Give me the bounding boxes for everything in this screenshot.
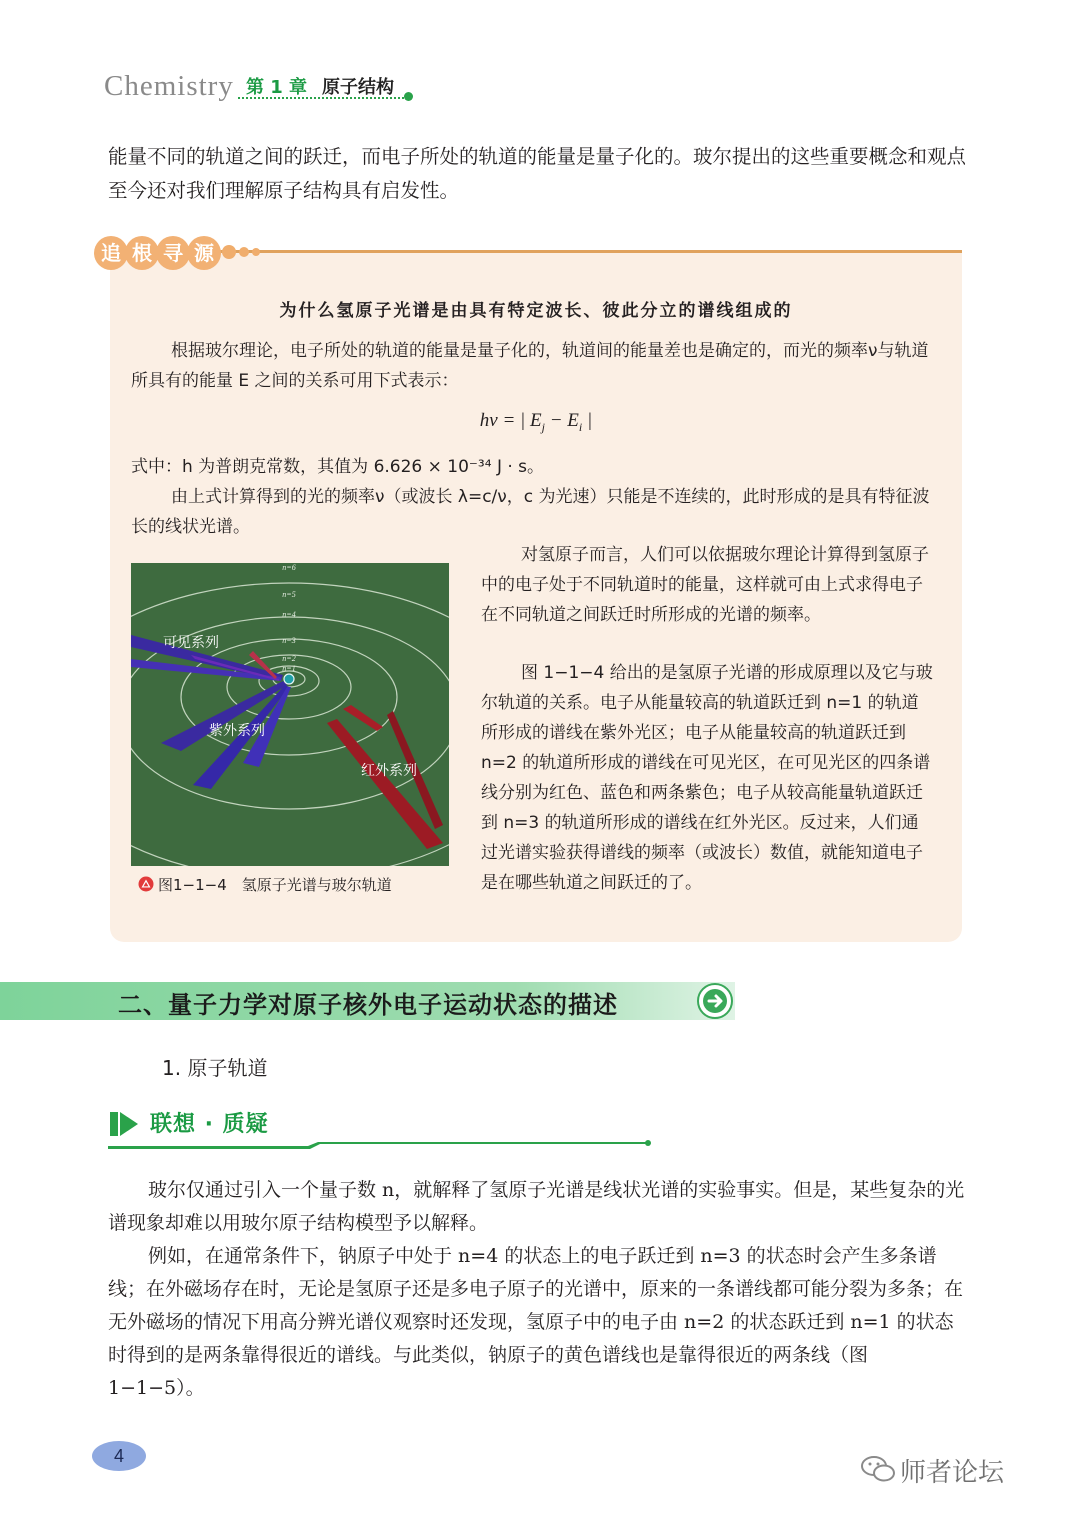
box-para-2: 式中：h 为普朗克常数，其值为 6.626 × 10⁻³⁴ J · s。: [131, 457, 545, 477]
caption-triangle-icon: [138, 876, 154, 892]
formula: hν = | $E_j - E_i$ |: [479, 410, 593, 434]
header-chapter: 第 1 章: [246, 77, 308, 98]
header-dot: [404, 92, 413, 101]
tag-dot-icon: [222, 245, 236, 259]
box-para-3: 由上式计算得到的光的频率ν（或波长 λ=c/ν，c 为光速）只能是不连续的，此时形成的是具有特征波长的线状光谱。: [131, 487, 930, 537]
watermark: 师者论坛: [900, 1458, 1005, 1488]
orbit-label: n=5: [282, 590, 296, 599]
page-number: 4: [92, 1441, 146, 1471]
bohr-orbit-figure: [131, 563, 449, 866]
header-underline: [238, 97, 408, 99]
orbit-label: n=1: [282, 664, 296, 673]
box-para-4: 对氢原子而言，人们可以依据玻尔理论计算得到氢原子中的电子处于不同轨道时的能量，这样就可由上式求得电子在不同轨道之间跃迁时所形成的光谱的频率。: [481, 545, 929, 625]
series-ir-label: 红外系列: [361, 763, 417, 779]
box-para-5: 图 1−1−4 给出的是氢原子光谱的形成原理以及它与玻尔轨道的关系。电子从能量较高的轨道跃迁到 n=1 的轨道所形成的谱线在紫外光区；电子从能量较高的轨道跃迁到 n=2 的轨道所形成的谱线在可见光区，在可见光区的四条谱线分别为红色、蓝色和两条紫色；电子从较高能量轨道跃迁到 n=3 的轨道所形成的谱线在红外光区。反过来，人们通过光谱实验获得谱线的频率（或波长）数值，就能知道电子是在哪些轨道之间跃迁的了。: [481, 663, 933, 893]
orbit-label: n=6: [282, 563, 296, 572]
section-para-1: 玻尔仅通过引入一个量子数 n，就解释了氢原子光谱是线状光谱的实验事实。但是，某些复杂的光谱现象却难以用玻尔原子结构模型予以解释。: [108, 1179, 965, 1234]
association-title: 联想 · 质疑: [150, 1112, 269, 1137]
orbit-label: n=4: [282, 610, 296, 619]
arrow-right-icon: [697, 983, 733, 1019]
subsection-title: 1. 原子轨道: [162, 1056, 268, 1080]
header-chapter-title: 原子结构: [322, 77, 394, 98]
box-tag-char-3: 寻: [156, 236, 190, 270]
orbit-label: n=2: [282, 654, 296, 663]
box-tag-char-1: 追: [94, 236, 128, 270]
section-title: 二、量子力学对原子核外电子运动状态的描述: [118, 991, 618, 1019]
figure-caption: 图1−1−4 氢原子光谱与玻尔轨道: [158, 876, 392, 894]
intro-paragraph: 能量不同的轨道之间的跃迁，而电子所处的轨道的能量是量子化的。玻尔提出的这些重要概念和观点至今还对我们理解原子结构具有启发性。: [108, 145, 967, 202]
header-subject: Chemistry: [104, 70, 234, 102]
box-top-line: [110, 250, 962, 253]
tag-dot-icon: [252, 248, 260, 256]
series-uv-label: 紫外系列: [209, 723, 265, 739]
series-visible-label: 可见系列: [163, 635, 219, 651]
section-para-2: 例如，在通常条件下，钠原子中处于 n=4 的状态上的电子跃迁到 n=3 的状态时会产生多条谱线；在外磁场存在时，无论是氢原子还是多电子原子的光谱中，原来的一条谱线都可能分裂为多条；在无外磁场的情况下用高分辨光谱仪观察时还发现，氢原子中的电子由 n=2 的状态跃迁到 n=1 的状态时得到的是两条靠得很近的谱线。与此类似，钠原子的黄色谱线也是靠得很近的两条线（图 1−1−5）。: [108, 1245, 964, 1399]
play-arrow-icon: [108, 1110, 140, 1138]
box-title: 为什么氢原子光谱是由具有特定波长、彼此分立的谱线组成的: [279, 301, 793, 321]
box-para-1: 根据玻尔理论，电子所处的轨道的能量是量子化的，轨道间的能量差也是确定的，而光的频率ν与轨道所具有的能量 E 之间的关系可用下式表示：: [131, 341, 929, 391]
wechat-icon: [860, 1454, 896, 1484]
tag-dot-icon: [239, 247, 249, 257]
association-underline: [108, 1140, 652, 1150]
box-tag-char-4: 源: [187, 236, 221, 270]
orbit-label: n=3: [282, 636, 296, 645]
box-tag-char-2: 根: [125, 236, 159, 270]
